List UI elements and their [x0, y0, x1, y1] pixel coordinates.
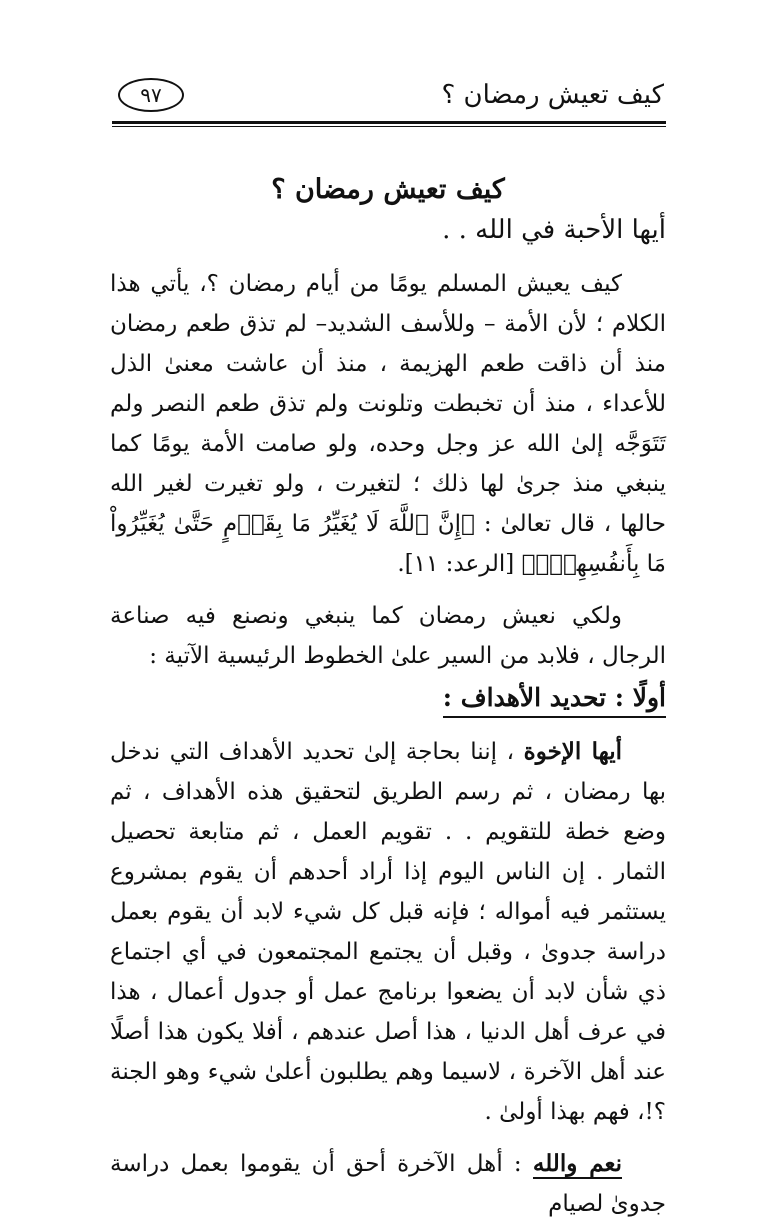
- running-title: كيف تعيش رمضان ؟: [441, 80, 664, 110]
- quran-verse: ﴿إِنَّ ٱللَّهَ لَا يُغَيِّرُ مَا بِقَوۡمٍ حَتَّىٰ يُغَيِّرُواْ مَا بِأَنفُسِهِمۡۗ﴾: [110, 511, 666, 577]
- paragraph-3: [110, 732, 666, 1132]
- chapter-title: كيف تعيش رمضان ؟: [271, 174, 505, 205]
- paragraph-4-lead: نعم والله: [532, 1150, 623, 1177]
- page-number: ٩٧: [118, 78, 184, 112]
- header-rule-thick: [112, 121, 666, 124]
- paragraph-2: ولكي نعيش رمضان كما ينبغي ونصنع فيه صناعة الرجال ، فلابد من السير علىٰ الخطوط الرئيسية الآتية :: [110, 603, 666, 669]
- paragraph-3-text: ، إننا بحاجة إلىٰ تحديد الأهداف التي ندخل بها رمضان ، ثم رسم الطريق لتحقيق هذه الأهداف ، ثم وضع خطة للتقويم . . تقويم العمل ، ثم متابعة تحصيل الثمار . إن الناس اليوم إذا أراد أحدهم أن يقوم بمشروع يستثمر فيه أمواله ؛ فإنه قبل كل شيء لابد أن يقوم بعمل دراسة جدوىٰ ، وقبل أن يجتمع المجتمعون في أي اجتماع ذي شأن لابد أن يضعوا برنامج عمل أو جدول أعمال ، هذا في عرف أهل الدنيا ، هذا أصل عندهم ، أفلا يكون هذا أصلًا عند أهل الآخرة ، لاسيما وهم يطلبون أعلىٰ شيء وهو الجنة ؟!، فهم بهذا أولىٰ .: [110, 739, 666, 1125]
- greeting-line: أيها الأحبة في الله . .: [442, 215, 666, 245]
- paragraph-1: [110, 264, 666, 584]
- paragraph-3-lead: أيها الإخوة: [523, 738, 622, 765]
- paragraph-4-text: : أهل الآخرة أحق أن يقوموا بعمل دراسة جدوىٰ لصيام: [110, 1151, 666, 1217]
- verse-citation: [الرعد: ١١].: [397, 551, 515, 577]
- paragraph-1-text: كيف يعيش المسلم يومًا من أيام رمضان ؟، يأتي هذا الكلام ؛ لأن الأمة – وللأسف الشديد– لم تذق طعم رمضان منذ أن ذاقت طعم الهزيمة ، منذ أن عاشت معنىٰ الذل للأعداء ، منذ أن تخبطت وتلونت ولم تذق طعم النصر ولم تَتَوَجَّه إلىٰ الله عز وجل وحده، ولو صامت الأمة يومًا كما ينبغي منذ جرىٰ لها ذلك ؛ لتغيرت ، ولو تغيرت لغير الله حالها ، قال تعالىٰ :: [110, 271, 666, 537]
- page-header: [110, 78, 664, 118]
- section-heading: أولًا : تحديد الأهداف :: [443, 680, 666, 718]
- header-rule-thin: [112, 126, 666, 127]
- page-body: [110, 170, 666, 1224]
- paragraph-4: [110, 1144, 666, 1224]
